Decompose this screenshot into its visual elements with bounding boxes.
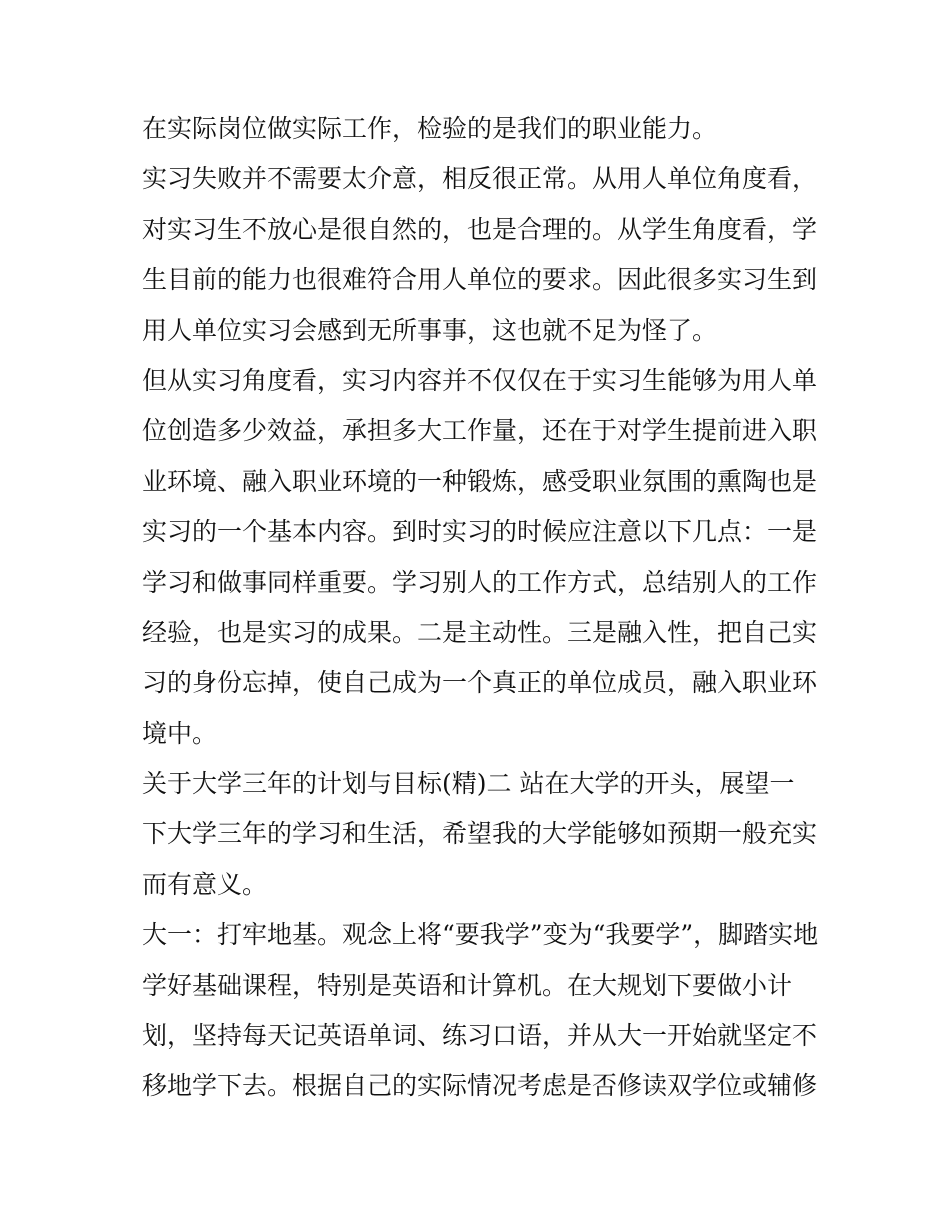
text-line: 学好基础课程，特别是英语和计算机。在大规划下要做小计	[142, 970, 793, 1000]
text-line: 实习的一个基本内容。到时实习的时候应注意以下几点：一是	[142, 517, 818, 547]
text-line: 境中。	[142, 718, 218, 748]
text-line: 对实习生不放心是很自然的，也是合理的。从学生角度看，学	[142, 214, 818, 244]
text-line: 经验，也是实习的成果。二是主动性。三是融入性，把自己实	[142, 617, 818, 647]
text-line: 学习和做事同样重要。学习别人的工作方式，总结别人的工作	[142, 567, 818, 597]
text-line: 在实际岗位做实际工作，检验的是我们的职业能力。	[142, 114, 718, 143]
text-line: 关于大学三年的计划与目标(精)二 站在大学的开头，展望一	[142, 769, 795, 799]
text-line: 下大学三年的学习和生活，希望我的大学能够如预期一般充实	[142, 819, 818, 849]
text-line: 大一：打牢地基。观念上将“要我学”变为“我要学”，脚踏实地	[142, 920, 819, 950]
document-body	[142, 104, 822, 1112]
text-line: 位创造多少效益，承担多大工作量，还在于对学生提前进入职	[142, 416, 818, 446]
text-line: 生目前的能力也很难符合用人单位的要求。因此很多实习生到	[142, 265, 818, 295]
text-line: 移地学下去。根据自己的实际情况考虑是否修读双学位或辅修	[142, 1071, 818, 1101]
text-line: 习的身份忘掉，使自己成为一个真正的单位成员，融入职业环	[142, 668, 818, 698]
text-line: 用人单位实习会感到无所事事，这也就不足为怪了。	[142, 315, 718, 345]
text-line: 而有意义。	[142, 869, 268, 899]
text-line: 划，坚持每天记英语单词、练习口语，并从大一开始就坚定不	[142, 1021, 818, 1051]
text-line: 但从实习角度看，实习内容并不仅仅在于实习生能够为用人单	[142, 365, 818, 395]
text-line: 实习失败并不需要太介意，相反很正常。从用人单位角度看，	[142, 164, 818, 194]
text-line: 业环境、融入职业环境的一种锻炼，感受职业氛围的熏陶也是	[142, 466, 818, 496]
